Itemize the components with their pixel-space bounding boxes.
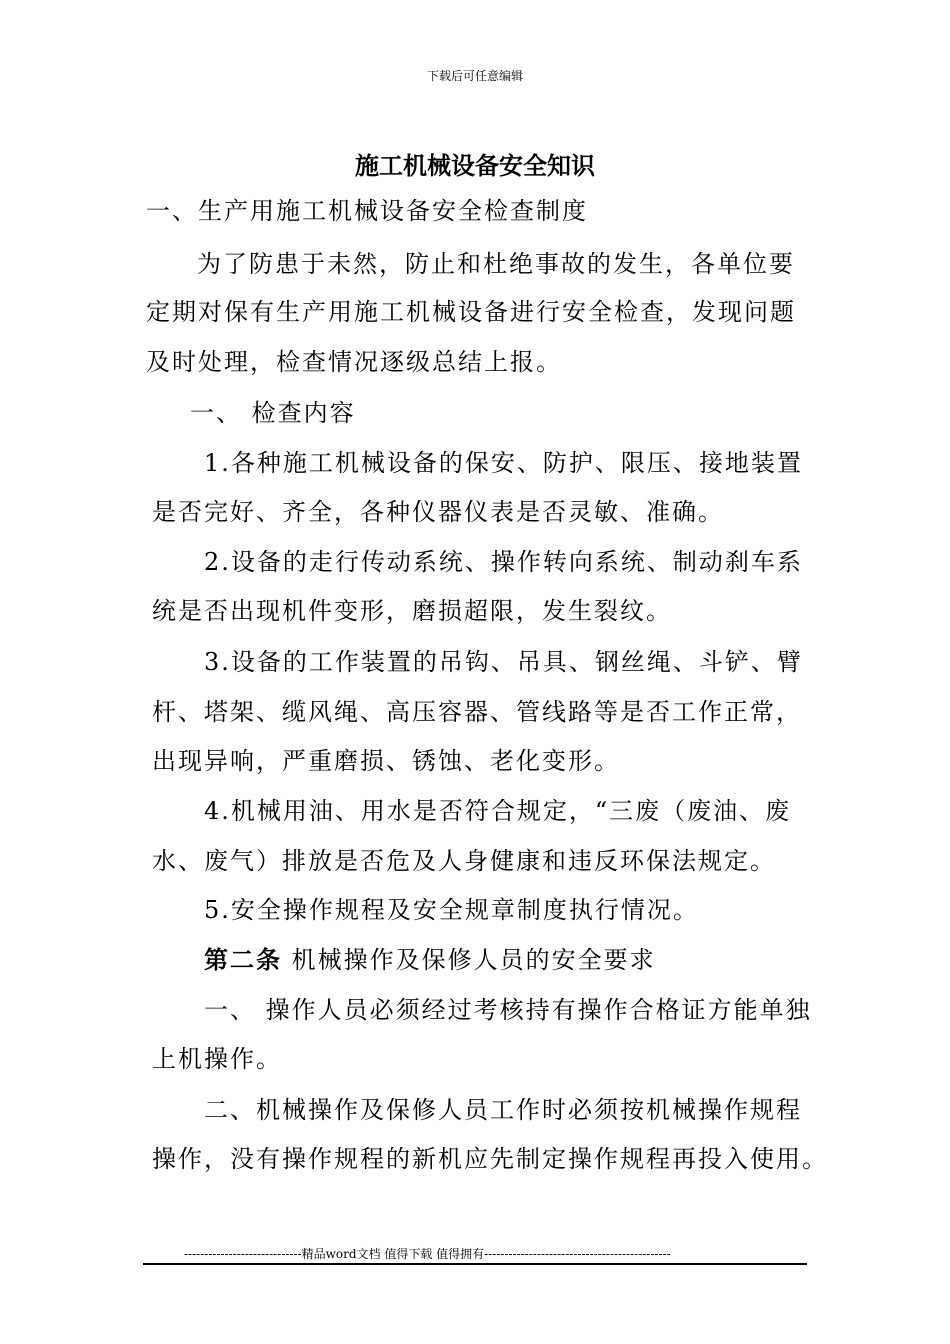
- list-item-line: 2.设备的走行传动系统、操作转向系统、制动刹车系: [204, 548, 803, 576]
- list-item-line: 统是否出现机件变形，磨损超限，发生裂纹。: [152, 597, 672, 625]
- list-item-line: 出现异响，严重磨损、锈蚀、老化变形。: [152, 747, 620, 775]
- paragraph-line: 一、 操作人员必须经过考核持有操作合格证方能单独: [204, 996, 812, 1024]
- footer-rule: [143, 1263, 807, 1265]
- document-title: 施工机械设备安全知识: [355, 151, 595, 180]
- paragraph-line: 及时处理，检查情况逐级总结上报。: [146, 348, 562, 376]
- paragraph-line: 操作，没有操作规程的新机应先制定操作规程再投入使用。: [152, 1145, 828, 1173]
- paragraph-line: 上机操作。: [152, 1045, 282, 1073]
- list-item-line: 5.安全操作规程及安全规章制度执行情况。: [204, 896, 699, 924]
- page-footer: -----------------------------精品word文档 值得下载 值得拥有----------------------------------------------: [184, 1247, 671, 1261]
- paragraph-line: 二、机械操作及保修人员工作时必须按机械操作规程: [204, 1096, 802, 1124]
- list-item-line: 3.设备的工作装置的吊钩、吊具、钢丝绳、斗铲、臂: [204, 648, 803, 676]
- list-item-line: 4.机械用油、用水是否符合规定，“三废（废油、废: [204, 797, 792, 825]
- subsection-heading: 一、 检查内容: [190, 399, 356, 427]
- list-item-line: 水、废气）排放是否危及人身健康和违反环保法规定。: [152, 847, 776, 875]
- article-label: 第二条: [204, 945, 282, 974]
- paragraph-line: 定期对保有生产用施工机械设备进行安全检查，发现问题: [146, 298, 796, 326]
- paragraph-line: 为了防患于未然，防止和杜绝事故的发生，各单位要: [197, 250, 795, 278]
- article-heading: [204, 945, 656, 975]
- page-header: 下载后可任意编辑: [426, 69, 523, 83]
- section-heading: 一、生产用施工机械设备安全检查制度: [146, 197, 588, 225]
- list-item-line: 1.各种施工机械设备的保安、防护、限压、接地装置: [204, 449, 803, 477]
- list-item-line: 杆、塔架、缆风绳、高压容器、管线路等是否工作正常，: [152, 698, 802, 726]
- article-heading-text: 机械操作及保修人员的安全要求: [291, 946, 656, 974]
- list-item-line: 是否完好、齐全，各种仪器仪表是否灵敏、准确。: [152, 498, 724, 526]
